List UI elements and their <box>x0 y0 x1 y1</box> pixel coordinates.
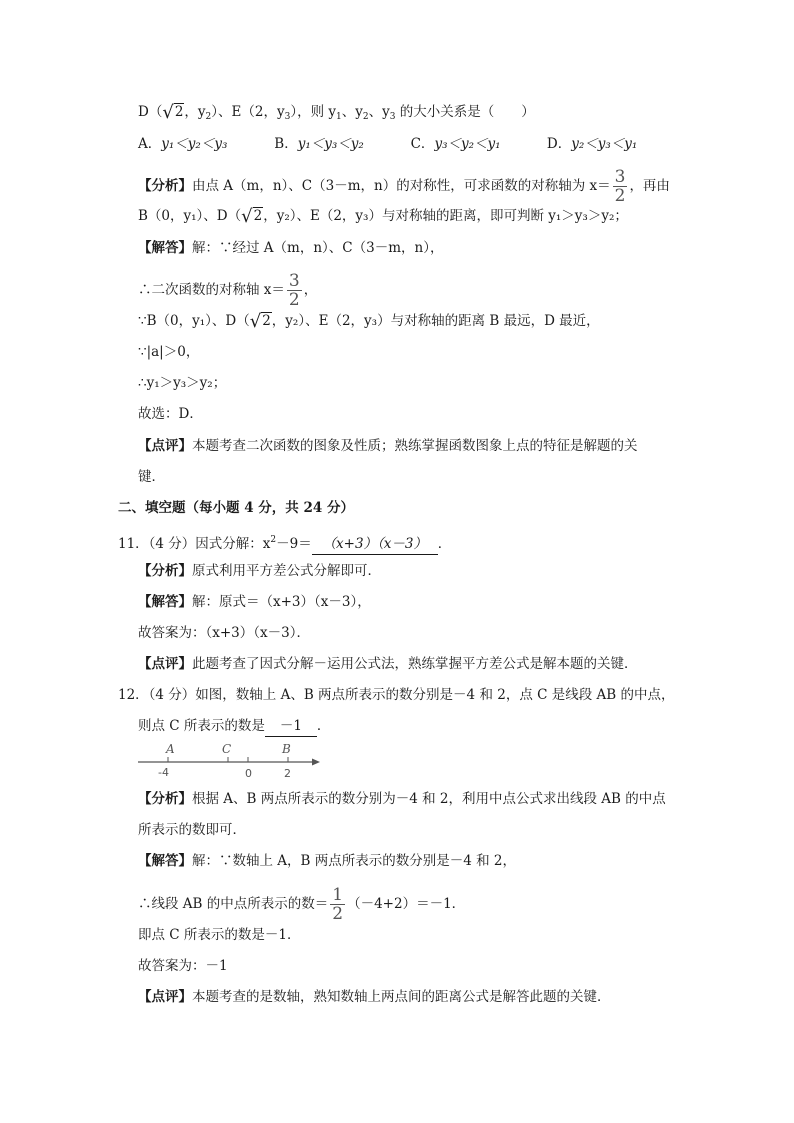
number-line-figure <box>136 738 326 782</box>
tick-label-0: 0 <box>245 767 252 780</box>
q10-comment: 【点评】本题考查二次函数的图象及性质；熟练掌握函数图象上点的特征是解题的关 <box>138 438 638 454</box>
fraction-three-halves: $\frac{3}{2}$ <box>614 167 626 206</box>
answer-blank: （x+3）（x－3） <box>312 534 438 555</box>
q12-solution-line2: ∴线段 AB 的中点所表示的数＝ $\frac{1}{2}$ （－4+2）＝－1． <box>138 885 466 924</box>
q11-final: 故答案为：（x+3）（x－3）． <box>138 625 310 641</box>
q11-stem: 11．（4 分）因式分解：$x^2-9= (x+3)(x-3)$ ． <box>118 530 451 555</box>
q10-comment-line2: 键． <box>138 469 165 485</box>
label-a: A <box>166 742 175 756</box>
label-c: C <box>222 742 232 756</box>
q12-stem-line2: 则点 C 所表示的数是 －1 ． <box>138 716 330 737</box>
q10-solution-line2: ∴二次函数的对称轴 x＝ $\frac{3}{2}$ ， <box>138 271 318 310</box>
fraction-three-halves: $\frac{3}{2}$ <box>288 271 300 310</box>
q11-solution: 【解答】解：原式＝（x+3）（x－3）， <box>138 594 371 610</box>
choice-b[interactable]: B．y₁＜y₃＜y₂ <box>274 136 364 152</box>
q12-analysis-line2: 所表示的数即可． <box>138 822 246 838</box>
choice-d[interactable]: D．y₂＜y₃＜y₁ <box>546 136 638 152</box>
label-b: B <box>282 742 291 756</box>
section-heading: 二、填空题（每小题 4 分，共 24 分） <box>118 500 354 516</box>
q10-analysis-line2: B（0，y₁）、D（√2，y₂）、E（2，y₃）与对称轴的距离，即可判断 y₁＞y₃＞y₂； <box>138 206 628 227</box>
q11-comment: 【点评】此题考查了因式分解－运用公式法，熟练掌握平方差公式是解本题的关键． <box>138 656 638 672</box>
q10-solution-line6: 故选：D． <box>138 406 203 422</box>
fraction-one-half: $\frac{1}{2}$ <box>332 885 344 924</box>
tick-label-neg4: -4 <box>158 766 169 779</box>
sqrt-symbol: √2 <box>249 311 271 332</box>
q10-choices <box>138 134 679 154</box>
q12-stem: 12．（4 分）如图，数轴上 A、B 两点所表示的数分别是－4 和 2，点 C 是线段 AB 的中点， <box>118 687 675 703</box>
q11-analysis: 【分析】原式利用平方差公式分解即可． <box>138 563 381 579</box>
sqrt-symbol: √2 <box>241 206 263 227</box>
q10-solution-line4: ∵|a|＞0， <box>138 344 200 360</box>
arrow-head <box>312 759 320 766</box>
q10-solution-line1: 【解答】解：∵经过 A（m，n）、C（3－m，n）， <box>138 240 444 256</box>
tick-label-2: 2 <box>284 767 291 780</box>
q12-solution-line3: 即点 C 所表示的数是－1． <box>138 927 301 943</box>
q10-analysis: 【分析】由点 A（m，n）、C（3－m，n）的对称性，可求函数的对称轴为 x＝ $\frac{3}{2}$ ，再由 <box>138 167 670 206</box>
choice-c[interactable]: C．y₃＜y₂＜y₁ <box>410 136 501 152</box>
q10-stem-tail: D（√2，$y_2$）、E（2，$y_3$），则 $y_1$、$y_2$、$y_3$ 的大小关系是（ ） <box>138 102 535 123</box>
q10-solution-line5: ∴y₁＞y₃＞y₂； <box>138 375 227 391</box>
choice-a[interactable]: A．y₁＜y₂＜y₃ <box>138 136 228 152</box>
answer-blank: －1 <box>265 716 317 737</box>
q12-solution: 【解答】解：∵数轴上 A，B 两点所表示的数分别是－4 和 2， <box>138 853 517 869</box>
q12-comment: 【点评】本题考查的是数轴，熟知数轴上两点间的距离公式是解答此题的关键． <box>138 989 611 1005</box>
q10-solution-line3: ∵B（0，y₁）、D（√2，y₂）、E（2，y₃）与对称轴的距离 B 最远，D 最近， <box>138 311 600 332</box>
q12-analysis: 【分析】根据 A、B 两点所表示的数分别为－4 和 2，利用中点公式求出线段 AB 的中点 <box>138 791 666 807</box>
sqrt-symbol: √2 <box>162 102 184 123</box>
q12-final: 故答案为：－1 <box>138 958 228 974</box>
